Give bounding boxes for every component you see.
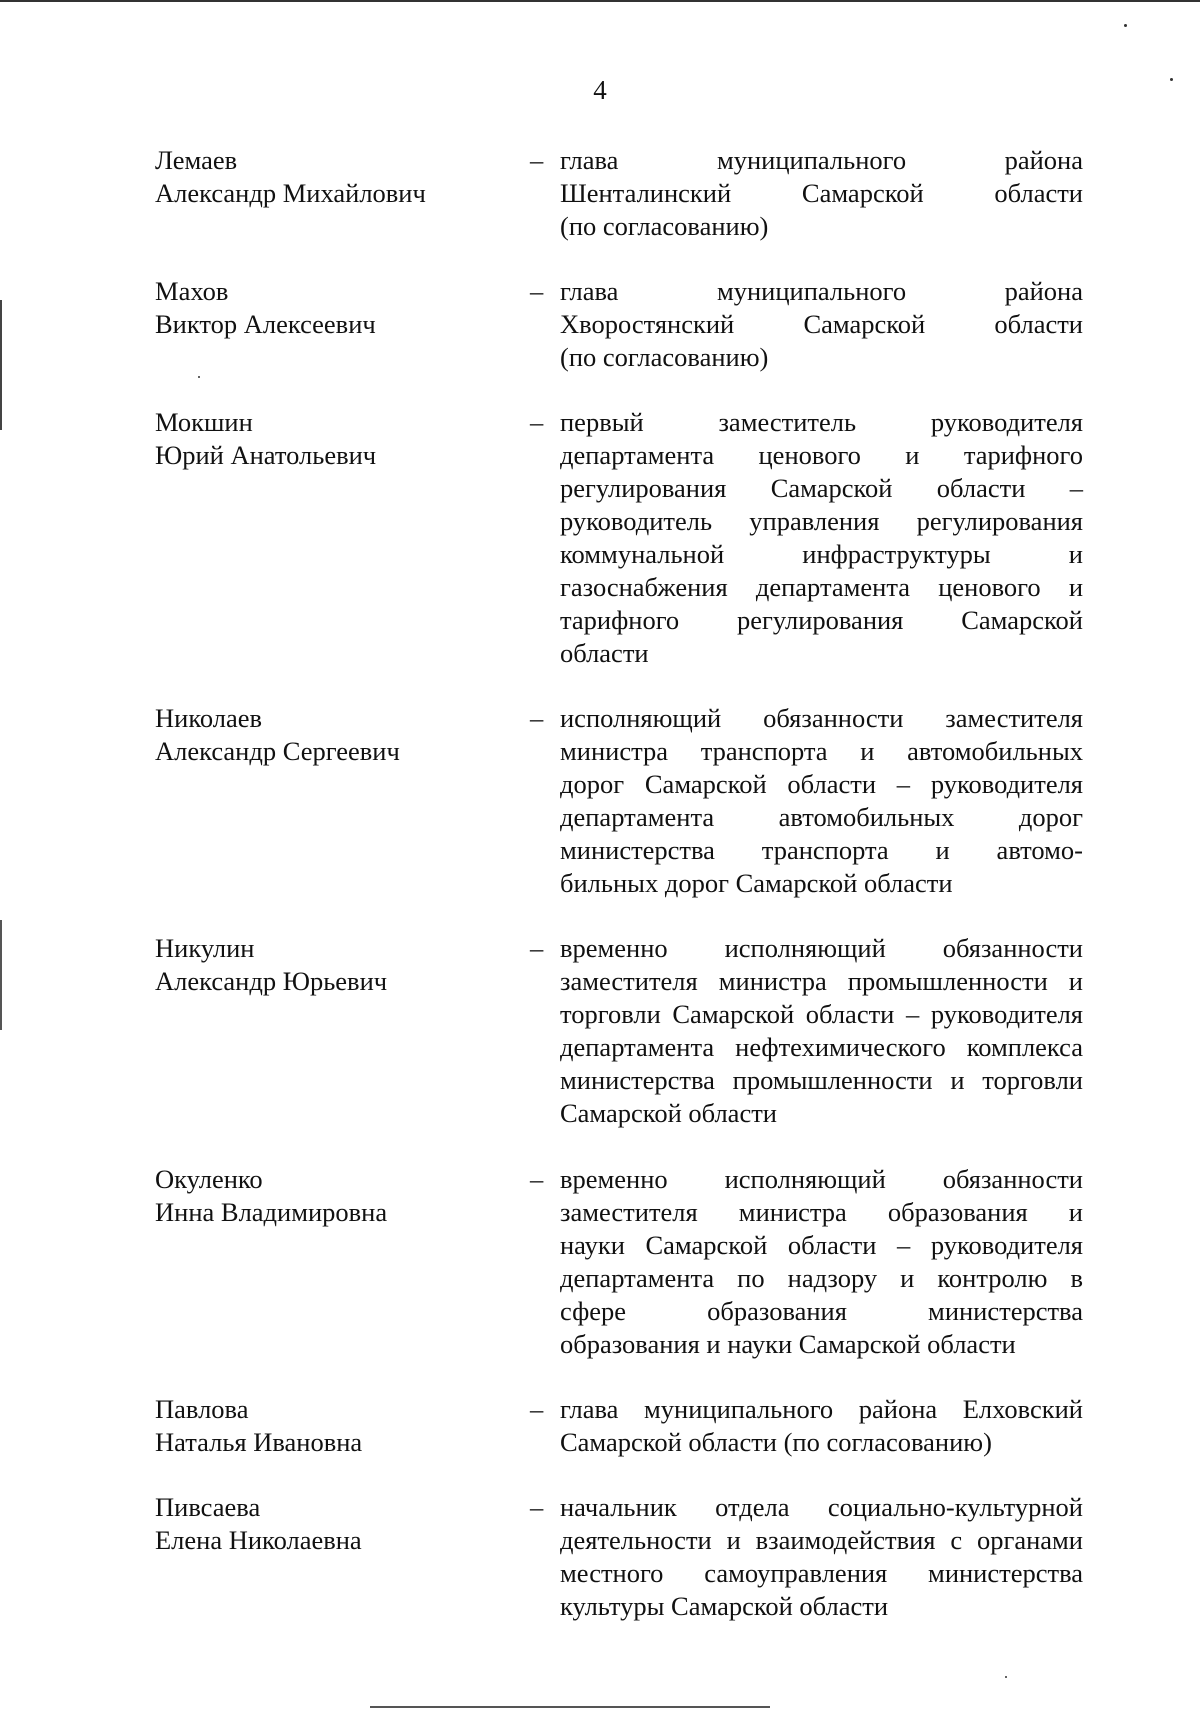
position-line: сфере образования министерства bbox=[560, 1296, 1083, 1326]
position-line: Шенталинский Самарской области bbox=[560, 178, 1083, 208]
entry-dash: – bbox=[530, 703, 544, 733]
member-name bbox=[155, 1393, 515, 1459]
member-position bbox=[560, 932, 1083, 1130]
member-given-name: Елена Николаевна bbox=[155, 1525, 362, 1555]
member-name bbox=[155, 406, 515, 472]
scan-edge-left bbox=[0, 300, 2, 430]
member-surname: Мокшин bbox=[155, 407, 253, 437]
member-given-name: Юрий Анатольевич bbox=[155, 440, 377, 470]
member-surname: Лемаев bbox=[155, 145, 238, 175]
member-given-name: Инна Владимировна bbox=[155, 1197, 388, 1227]
position-line: глава муниципального района bbox=[560, 276, 1083, 306]
position-line: глава муниципального района bbox=[560, 145, 1083, 175]
entry-dash: – bbox=[530, 1394, 544, 1424]
member-name bbox=[155, 1491, 515, 1557]
member-position bbox=[560, 702, 1083, 900]
scan-speck bbox=[1005, 1676, 1007, 1678]
position-line: Самарской области (по согласованию) bbox=[560, 1427, 992, 1457]
scan-speck bbox=[1124, 24, 1127, 27]
position-line: местного самоуправления министерства bbox=[560, 1558, 1083, 1588]
position-line: бильных дорог Самарской области bbox=[560, 868, 953, 898]
position-line: департамента нефтехимического комплекса bbox=[560, 1032, 1083, 1062]
member-surname: Махов bbox=[155, 276, 229, 306]
member-position bbox=[560, 144, 1083, 243]
position-line: торговли Самарской области – руководителя bbox=[560, 999, 1083, 1029]
entry-dash: – bbox=[530, 407, 544, 437]
member-given-name: Александр Михайлович bbox=[155, 178, 426, 208]
position-line: временно исполняющий обязанности bbox=[560, 1164, 1083, 1194]
position-line: (по согласованию) bbox=[560, 211, 769, 241]
member-surname: Никулин bbox=[155, 933, 255, 963]
position-line: первый заместитель руководителя bbox=[560, 407, 1083, 437]
position-line: дорог Самарской области – руководителя bbox=[560, 769, 1083, 799]
member-name bbox=[155, 1163, 515, 1229]
position-line: департамента автомобильных дорог bbox=[560, 802, 1083, 832]
member-given-name: Наталья Ивановна bbox=[155, 1427, 363, 1457]
position-line: министерства промышленности и торговли bbox=[560, 1065, 1083, 1095]
member-name bbox=[155, 702, 515, 768]
entry-dash: – bbox=[530, 1164, 544, 1194]
member-position bbox=[560, 406, 1083, 670]
scan-edge-left-lower bbox=[0, 920, 2, 1030]
member-given-name: Александр Юрьевич bbox=[155, 966, 388, 996]
member-position bbox=[560, 1393, 1083, 1459]
scan-edge-bottom bbox=[370, 1706, 770, 1708]
position-line: департамента ценового и тарифного bbox=[560, 440, 1083, 470]
position-line: культуры Самарской области bbox=[560, 1591, 889, 1621]
position-line: регулирования Самарской области – bbox=[560, 473, 1083, 503]
member-name bbox=[155, 144, 515, 210]
member-position bbox=[560, 275, 1083, 374]
position-line: министерства транспорта и автомо- bbox=[560, 835, 1083, 865]
position-line: министра транспорта и автомобильных bbox=[560, 736, 1083, 766]
position-line: науки Самарской области – руководителя bbox=[560, 1230, 1083, 1260]
member-name bbox=[155, 275, 515, 341]
member-surname: Павлова bbox=[155, 1394, 249, 1424]
position-line: газоснабжения департамента ценового и bbox=[560, 572, 1083, 602]
position-line: временно исполняющий обязанности bbox=[560, 933, 1083, 963]
member-name bbox=[155, 932, 515, 998]
member-position bbox=[560, 1163, 1083, 1361]
position-line: (по согласованию) bbox=[560, 342, 769, 372]
member-surname: Пивсаева bbox=[155, 1492, 261, 1522]
member-surname: Окуленко bbox=[155, 1164, 263, 1194]
scan-edge-top bbox=[0, 0, 1200, 2]
position-line: департамента по надзору и контролю в bbox=[560, 1263, 1083, 1293]
position-line: исполняющий обязанности заместителя bbox=[560, 703, 1083, 733]
scan-speck bbox=[198, 376, 200, 378]
position-line: заместителя министра образования и bbox=[560, 1197, 1083, 1227]
position-line: глава муниципального района Елховский bbox=[560, 1394, 1083, 1424]
member-position bbox=[560, 1491, 1083, 1623]
position-line: Хворостянский Самарской области bbox=[560, 309, 1083, 339]
position-line: начальник отдела социально-культурной bbox=[560, 1492, 1083, 1522]
position-line: деятельности и взаимодействия с органами bbox=[560, 1525, 1083, 1555]
member-surname: Николаев bbox=[155, 703, 263, 733]
page-number: 4 bbox=[593, 75, 607, 105]
position-line: Самарской области bbox=[560, 1098, 777, 1128]
position-line: области bbox=[560, 638, 649, 668]
position-line: тарифного регулирования Самарской bbox=[560, 605, 1083, 635]
member-given-name: Виктор Алексеевич bbox=[155, 309, 376, 339]
member-given-name: Александр Сергеевич bbox=[155, 736, 400, 766]
entry-dash: – bbox=[530, 933, 544, 963]
entry-dash: – bbox=[530, 1492, 544, 1522]
position-line: руководитель управления регулирования bbox=[560, 506, 1083, 536]
position-line: образования и науки Самарской области bbox=[560, 1329, 1016, 1359]
entry-dash: – bbox=[530, 145, 544, 175]
entry-dash: – bbox=[530, 276, 544, 306]
position-line: заместителя министра промышленности и bbox=[560, 966, 1083, 996]
position-line: коммунальной инфраструктуры и bbox=[560, 539, 1083, 569]
